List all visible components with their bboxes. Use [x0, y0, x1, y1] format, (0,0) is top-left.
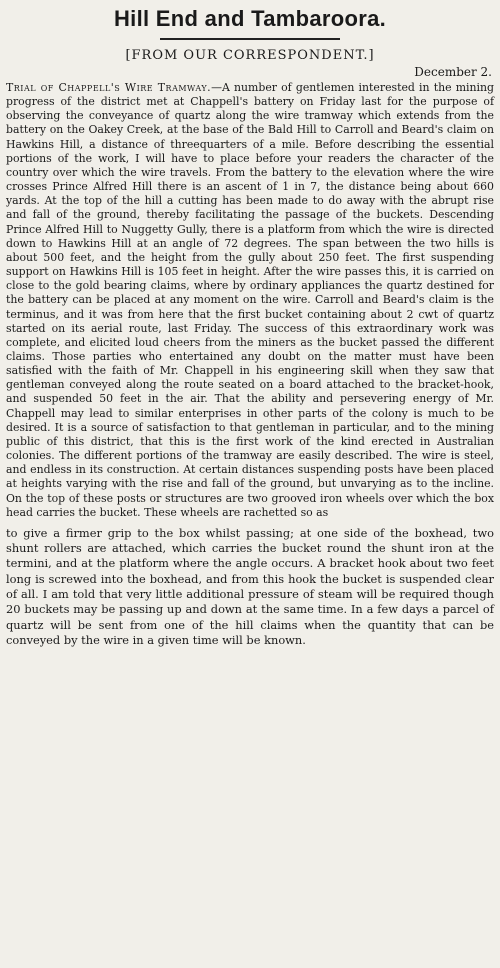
lead-title: Trial of Chappell's Wire Tramway.	[6, 81, 212, 94]
byline: [FROM OUR CORRESPONDENT.]	[125, 48, 375, 63]
headline: Hill End and Tambaroora.	[113, 6, 387, 31]
headline-rule	[160, 38, 340, 40]
article-paragraph-1	[6, 81, 494, 520]
newspaper-clipping	[6, 4, 494, 648]
dateline: December 2.	[414, 65, 492, 79]
paragraph-1-text: —A number of gentlemen interested in the mining progress of the district met at Chappell's battery on Friday last for the purpose of observing the conveyance of quartz along the wire tramway which extends from the battery on the Oakey Creek, at the base of the Bald Hill to Carroll and Beard's claim on Hawkins Hill, a distance of threequarters of a mile. Before describing the essential portions of the work, I will have to place before your readers the character of the country over which the wire travels. From the battery to the elevation where the wire crosses Prince Alfred Hill there is an ascent of 1 in 7, the distance being about 660 yards. At the top of the hill a cutting has been made to do away with the abrupt rise and fall of the ground, thereby facilitating the passage of the buckets. Descending Prince Alfred Hill to Nuggetty Gully, there is a platform from which the wire is directed down to Hawkins Hill at an angle of 72 degrees. The span between the two hills is about 500 feet, and the height from the gully about 250 feet. The first suspending support on Hawkins Hill is 105 feet in height. After the wire passes this, it is carried on close to the gold bearing claims, where by ordinary appliances the quartz destined for the battery can be placed at any moment on the wire. Carroll and Beard's claim is the terminus, and it was from here that the first bucket containing about 2 cwt of quartz started on its aerial route, last Friday. The success of this extraordinary work was complete, and elicited loud cheers from the miners as the bucket passed the different claims. Those parties who entertained any doubt on the matter must have been satisfied with the faith of Mr. Chappell in his engineering skill when they saw that gentleman conveyed along the route seated on a board attached to the bracket-hook, and suspended 50 feet in the air. That the ability and persevering energy of Mr. Chappell may lead to similar enterprises in other parts of the colony is much to be desired. It is a source of satisfaction to that gentleman in particular, and to the mining public of this district, that this is the first work of the kind erected in Australian colonies. The different portions of the tramway are easily described. The wire is steel, and endless in its construction. At certain distances suspending posts have been placed at heights varying with the rise and fall of the ground, but unvarying as to the incline. On the top of these posts or structures are two grooved iron wheels over which the box head carries the bucket. These wheels are rachetted so as	[6, 81, 495, 519]
article-paragraph-2: to give a firmer grip to the box whilst passing; at one side of the boxhead, two shunt rollers are attached, which carries the bucket round the shunt iron at the termini, and at the platform where the angle occurs. A bracket hook about two feet long is screwed into the boxhead, and from this hook the bucket is suspended clear of all. I am told that very little additional pressure of steam will be required though 20 buckets may be passing up and down at the same time. In a few days a parcel of quartz will be sent from one of the hill claims when the quantity that can be conveyed by the wire in a given time will be known.	[6, 525, 494, 647]
